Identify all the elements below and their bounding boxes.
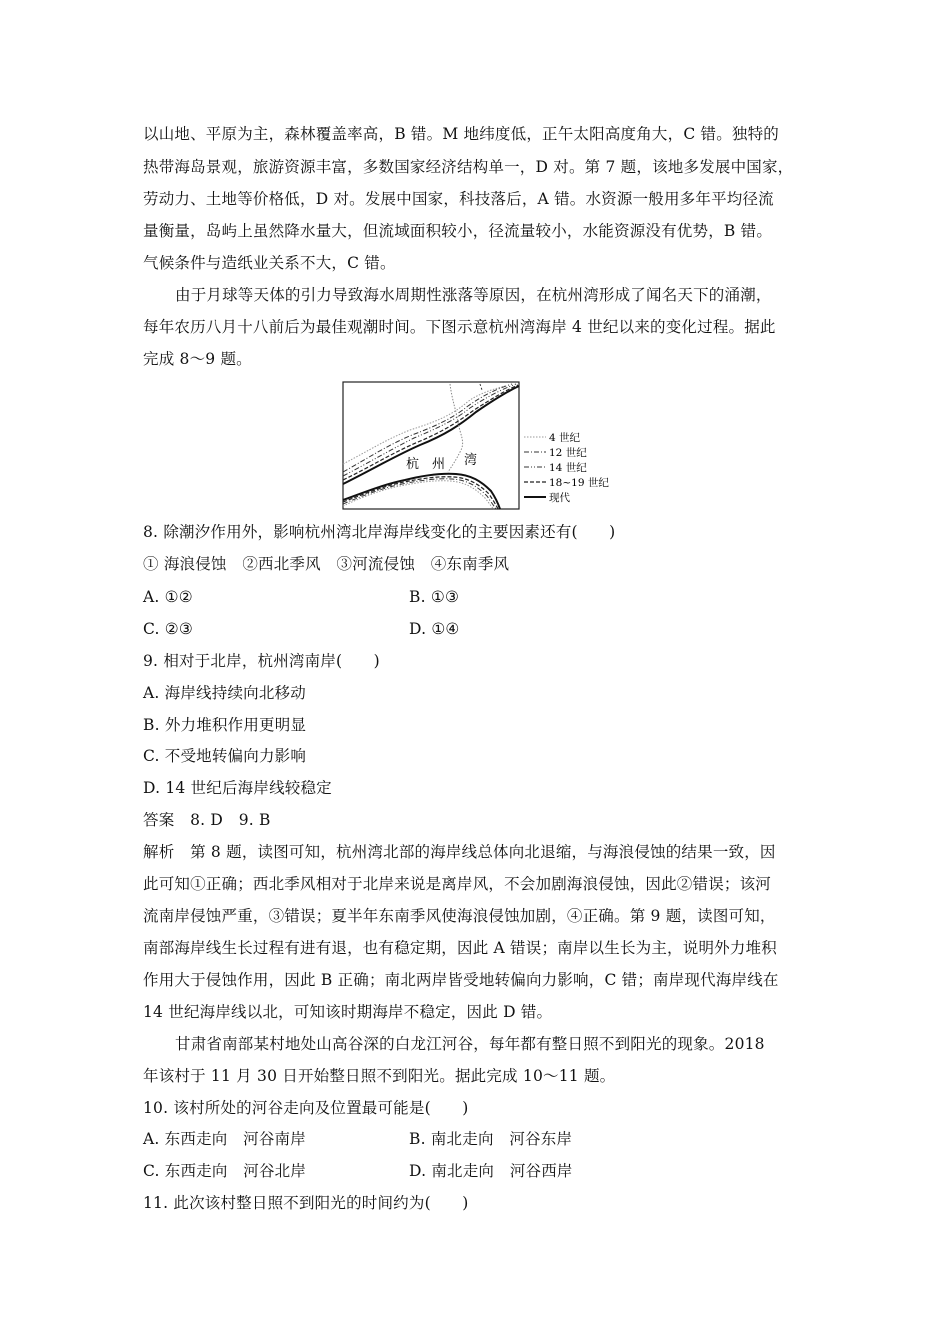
question-9-option-d: D. 14 世纪后海岸线较稳定 — [143, 779, 332, 797]
intro-line: 由于月球等天体的引力导致海水周期性涨落等原因，在杭州湾形成了闻名天下的涌潮， — [175, 286, 772, 304]
answer-line: 答案 8. D 9. B — [143, 811, 271, 829]
question-9-option-b: B. 外力堆积作用更明显 — [143, 716, 307, 734]
paragraph-line: 劳动力、土地等价格低，D 对。发展中国家，科技落后，A 错。水资源一般用多年平均径流 — [143, 190, 774, 208]
question-8-option-d: D. ①④ — [409, 620, 460, 638]
question-9-option-c: C. 不受地转偏向力影响 — [143, 747, 307, 765]
paragraph-line: 热带海岛景观，旅游资源丰富，多数国家经济结构单一，D 对。第 7 题，该地多发展中国家， — [143, 158, 794, 176]
intro-line: 年该村于 11 月 30 日开始整日照不到阳光。据此完成 10～11 题。 — [143, 1067, 616, 1085]
legend-12th-century: 12 世纪 — [549, 447, 587, 459]
south-coast-18-19th-century — [343, 477, 498, 509]
legend-modern: 现代 — [549, 492, 570, 504]
intro-line: 甘肃省南部某村地处山高谷深的白龙江河谷，每年都有整日照不到阳光的现象。2018 — [175, 1035, 765, 1053]
question-10-stem: 10. 该村所处的河谷走向及位置最可能是( ) — [143, 1099, 469, 1117]
question-8-option-b: B. ①③ — [409, 588, 460, 606]
paragraph-line: 气候条件与造纸业关系不大，C 错。 — [143, 254, 396, 272]
question-10-option-a: A. 东西走向 河谷南岸 — [143, 1130, 306, 1148]
question-9-stem: 9. 相对于北岸，杭州湾南岸( ) — [143, 652, 380, 670]
question-10-option-c: C. 东西走向 河谷北岸 — [143, 1162, 307, 1180]
analysis-line: 流南岸侵蚀严重，③错误；夏半年东南季风使海浪侵蚀加剧，④正确。第 9 题，读图可知， — [143, 907, 776, 925]
intro-line: 每年农历八月十八前后为最佳观潮时间。下图示意杭州湾海岸 4 世纪以来的变化过程。据此 — [143, 318, 776, 336]
coast-4th-century — [343, 386, 505, 464]
question-8-option-a: A. ①② — [143, 588, 193, 606]
hangzhou-bay-coastline-map — [340, 380, 620, 512]
question-8-items: ① 海浪侵蚀 ②西北季风 ③河流侵蚀 ④东南季风 — [143, 555, 510, 573]
place-label: 杭 州 — [406, 457, 446, 472]
paragraph-line: 以山地、平原为主，森林覆盖率高，B 错。M 地纬度低，正午太阳高度角大，C 错。独特的 — [143, 125, 780, 143]
analysis-line: 作用大于侵蚀作用，因此 B 正确；南北两岸皆受地转偏向力影响，C 错；南岸现代海岸线在 — [143, 971, 779, 989]
analysis-line: 此可知①正确；西北季风相对于北岸来说是离岸风，不会加剧海浪侵蚀，因此②错误；该河 — [143, 875, 772, 893]
legend-18-19th-century: 18~19 世纪 — [549, 477, 609, 489]
question-10-option-d: D. 南北走向 河谷西岸 — [409, 1162, 573, 1180]
bay-label: 湾 — [464, 453, 478, 468]
question-11-stem: 11. 此次该村整日照不到阳光的时间约为( ) — [143, 1194, 469, 1212]
intro-line: 完成 8～9 题。 — [143, 350, 252, 368]
analysis-line: 解析 第 8 题，读图可知，杭州湾北部的海岸线总体向北退缩，与海浪侵蚀的结果一致，因 — [143, 843, 776, 861]
question-8-option-c: C. ②③ — [143, 620, 193, 638]
question-9-option-a: A. 海岸线持续向北移动 — [143, 684, 306, 702]
paragraph-line: 量衡量，岛屿上虽然降水量大，但流域面积较小，径流量较小，水能资源没有优势，B 错。 — [143, 222, 773, 240]
map-legend — [524, 431, 609, 504]
question-10-option-b: B. 南北走向 河谷东岸 — [409, 1130, 573, 1148]
analysis-line: 14 世纪海岸线以北，可知该时期海岸不稳定，因此 D 错。 — [143, 1003, 553, 1021]
question-8-stem: 8. 除潮汐作用外，影响杭州湾北岸海岸线变化的主要因素还有( ) — [143, 523, 616, 541]
analysis-line: 南部海岸线生长过程有进有退，也有稳定期，因此 A 错误；南岸以生长为主，说明外力堆积 — [143, 939, 777, 957]
legend-4th-century: 4 世纪 — [549, 432, 581, 444]
legend-14th-century: 14 世纪 — [549, 462, 587, 474]
